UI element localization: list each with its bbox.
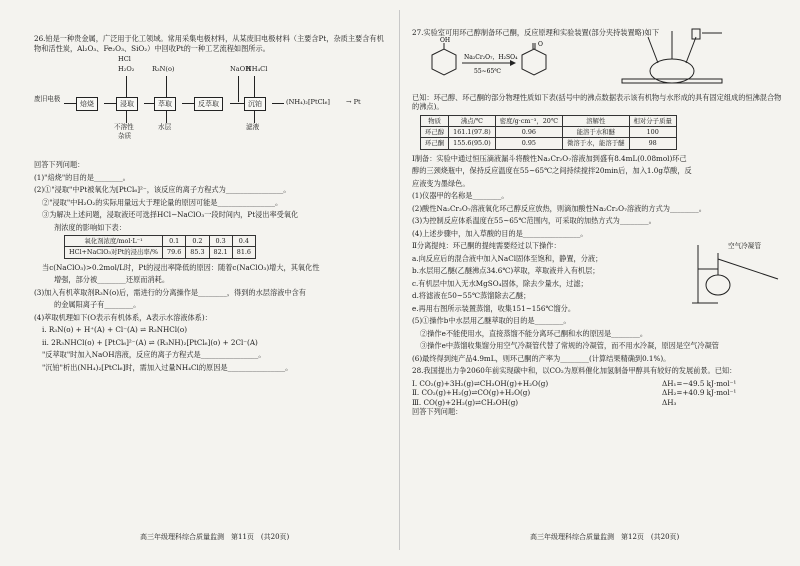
q26-3a: (3)加入有机萃取剂R₃N(o)后，需进行的分离操作是________，得到的水层溶液中含有	[34, 287, 306, 297]
op-b: b.水层用乙醚(乙醚沸点34.6℃)萃取，萃取液并入有机层；	[412, 266, 600, 276]
table-header-cell: 沸点/℃	[449, 115, 496, 126]
table-cell: 环己酮	[421, 138, 449, 149]
reaction-reagents: Na₂Cr₂O₇，H₂SO₄	[464, 53, 518, 61]
oxidant-table	[64, 235, 388, 259]
flow-step-back-extract: 反萃取	[194, 97, 223, 111]
flow-final-pt: → Pt	[346, 98, 361, 106]
oh-label: OH	[440, 36, 451, 44]
flow-out-filtrate: 滤液	[246, 123, 260, 131]
q27-1: (1)仪器甲的名称是________。	[412, 191, 509, 201]
flow-reagent-nh4cl: NH₄Cl	[246, 65, 268, 73]
q26-4-ii: ⅱ. 2R₃NHCl(o) + [PtCl₆]²⁻(A) ⇌ (R₃NH)₂[PtCl₆](o) + 2Cl⁻(A)	[42, 337, 258, 347]
table-cell: 0.3	[209, 236, 232, 247]
flow-out-impurity: 杂质	[118, 132, 132, 140]
answer-prompt-right: 回答下列问题：	[412, 407, 463, 417]
flow-step-leach: 浸取	[116, 97, 138, 111]
known-info: 已知：环己醇、环己酮的部分物理性质如下表(括号中的沸点数据表示该有机物与水形成的具有固定组成的恒沸混合物的沸点)。	[412, 92, 782, 111]
flow-product: (NH₄)₂[PtCl₆]	[286, 98, 330, 106]
flow-out-insoluble: 不溶性	[114, 123, 134, 131]
q27-5-2: ②操作e不能使用水，直接蒸馏不能分离环己酮和水的原因是________。	[420, 328, 648, 338]
op-d: d.将滤液在50~55℃蒸馏除去乙醚；	[412, 291, 531, 301]
answer-prompt-left: 回答下列问题：	[34, 160, 85, 169]
equation-row-1	[412, 379, 786, 389]
table-cell: 85.3	[186, 247, 209, 258]
reflux-apparatus-icon	[622, 27, 732, 87]
q27-5-1: (5)①操作b中水层用乙醚萃取的目的是________。	[412, 316, 571, 326]
table-cell: 100	[629, 126, 676, 137]
op-c: c.有机层中加入无水MgSO₄固体，除去少量水，过滤；	[412, 278, 588, 288]
part1-c: 应液变为墨绿色。	[412, 178, 470, 188]
table-cell: 0.1	[163, 236, 186, 247]
table-cell: 微溶于水，能溶于醚	[563, 138, 630, 149]
flow-start-label: 废旧电极	[34, 95, 61, 103]
table-row	[421, 126, 677, 137]
q26-2-4a: 当c(NaClO₃)>0.2mol/L时，Pt的浸出率降低的原因：随着c(NaClO₃)增大，其氧化性	[42, 262, 320, 272]
table-cell: 0.4	[232, 236, 255, 247]
q28-intro: 28.我国提出力争2060年前实现碳中和，以CO₂为原料催化加氢制备甲醇具有较好的发展前景。已知：	[412, 366, 737, 376]
q26-4-b: "沉铂"析出(NH₄)₂[PtCl₆]时，需加入过量NH₄Cl的原因是________________。	[42, 362, 293, 372]
table-cell: 155.6(95.0)	[449, 138, 496, 149]
reaction-svg	[412, 36, 562, 87]
table-cell: 79.6	[163, 247, 186, 258]
footer-right: 高三年级理科综合质量监测 第12页 (共20页)	[530, 532, 680, 541]
enthalpy-3: ΔH₃	[662, 397, 677, 407]
cyclohexanol-ring	[432, 49, 456, 75]
table-cell: 环己醇	[421, 126, 449, 137]
table-row	[65, 247, 256, 258]
table-row	[421, 115, 677, 126]
equation-2: Ⅱ. CO₂(g)+H₂(g)⇌CO(g)+H₂O(g)	[412, 388, 531, 398]
q26-4-i: ⅰ. R₃N(o) + H⁺(A) + Cl⁻(A) ⇌ R₃NHCl(o)	[42, 325, 187, 335]
q26-1: (1)"焙烧"的目的是________。	[34, 172, 130, 182]
footer-left: 高三年级理科综合质量监测 第11页 (共20页)	[140, 532, 290, 541]
equation-3: Ⅲ. CO(g)+2H₂(g)⇌CH₃OH(g)	[412, 397, 519, 407]
op-a: a.向反应后的混合液中加入NaCl固体至饱和，静置，分液；	[412, 253, 603, 263]
q27-3: (3)为控制反应体系温度在55~65℃范围内，可采取的加热方式为________。	[412, 216, 656, 226]
table-header-cell: 物质	[421, 115, 449, 126]
properties-table	[420, 115, 786, 150]
q27-2: (2)酸性Na₂Cr₂O₇溶液氧化环己醇反应放热，则滴加酸性Na₂Cr₂O₇溶液的方式为________。	[412, 203, 706, 213]
table-cell: 161.1(97.8)	[449, 126, 496, 137]
table-header-cell: 相对分子质量	[629, 115, 676, 126]
q26-2-4b: 增强，部分被________还原而消耗。	[54, 275, 170, 285]
q27-5-3: ③操作e中蒸馏收集馏分用空气冷凝管代替了常规的冷凝管，而不用水冷凝，原因是空气冷凝管	[420, 341, 719, 351]
table-row	[65, 236, 256, 247]
flow-reagent-hcl: HCl	[118, 55, 131, 63]
table-cell: 0.2	[186, 236, 209, 247]
flow-step-extract: 萃取	[154, 97, 176, 111]
enthalpy-1: ΔH₁=−49.5 kJ·mol⁻¹	[662, 378, 737, 388]
q26-3b: 的金属阳离子有________。	[54, 300, 141, 310]
table-header-cell: 溶解性	[563, 115, 630, 126]
reaction-condition: 55~65℃	[474, 67, 502, 75]
part1-b: 醇的三颈烧瓶中，保持反应温度在55~65℃之间持续搅拌20min后，加入1.0g草酸，反	[412, 166, 692, 176]
table-cell: 82.1	[209, 247, 232, 258]
q27-4: (4)上述步骤中，加入草酸的目的是________________。	[412, 228, 588, 238]
part2-title: Ⅱ分离提纯：环己酮的提纯需要经过以下操作：	[412, 241, 561, 251]
q26-2-3b: 剂浓度的影响如下表：	[54, 222, 126, 232]
process-flowchart	[34, 56, 388, 154]
table-cell: 98	[629, 138, 676, 149]
flow-step-roast: 焙烧	[76, 97, 98, 111]
flow-reagent-r3n: R₃N(o)	[152, 65, 175, 73]
equation-row-2	[412, 388, 786, 398]
q26-intro: 26.铂是一种贵金属，广泛用于化工领域。常用采集电极材料，从某废旧电极材料（主要含Pt，杂质主要含有机物和活性炭，Al₂O₃、Fe₂O₃、SiO₂）中回收Pt的一种工艺流程如图所示。	[34, 34, 384, 53]
table-row	[421, 138, 677, 149]
q26-4-a: "反萃取"时加入NaOH溶液，反应的离子方程式是________________。	[42, 350, 266, 360]
purification-section	[412, 241, 786, 313]
q27-intro: 27.实验室可用环己醇制备环己酮，反应原理和实验装置(部分夹持装置略)如下	[412, 28, 660, 37]
table-header-cell: 密度/g·cm⁻³，20℃	[495, 115, 562, 126]
table-cell: 0.96	[495, 126, 562, 137]
op-e: e.再用右图所示装置蒸馏，收集151~156℃馏分。	[412, 303, 576, 313]
table-cell: 能溶于水和醚	[563, 126, 630, 137]
o-label: O	[538, 40, 543, 48]
q26-2-2: ②"浸取"中H₂O₂的实际用量远大于理论量的原因可能是________________。	[42, 197, 283, 207]
q27-6: (6)最终得到纯产品4.9mL，则环己酮的产率为________(计算结果精确到0.1%)。	[412, 353, 671, 363]
cyclohexanone-ring	[522, 49, 546, 75]
part1-a: Ⅰ制备：实验中通过恒压滴液漏斗将酸性Na₂Cr₂O₇溶液加到盛有8.4mL(0.08mol)环己	[412, 153, 687, 163]
table-cell: 氧化剂浓度/mol·L⁻¹	[65, 236, 163, 247]
q26-2-1: (2)①"浸取"中Pt被氧化为[PtCl₆]²⁻，该反应的离子方程式为________________。	[34, 185, 291, 194]
right-page	[400, 0, 800, 566]
equation-row-3	[412, 398, 786, 408]
air-condenser-label: 空气冷凝管	[728, 242, 761, 251]
q26-4: (4)萃取机理如下(O表示有机体系，A表示水溶液体系)：	[34, 312, 212, 322]
enthalpy-2: ΔH₂=+40.9 kJ·mol⁻¹	[662, 388, 737, 398]
q26-2-3a: ③为解决上述问题，浸取液还可选择HCl−NaClO₃一段时间内，Pt浸出率受氧化	[42, 210, 299, 219]
flow-reagent-naoh: NaOH	[230, 65, 251, 73]
reaction-scheme	[412, 36, 786, 89]
table-cell: 0.95	[495, 138, 562, 149]
table-cell: HCl+NaClO₃对Pt的浸出率/%	[65, 247, 163, 258]
flow-out-water-layer: 水层	[158, 123, 172, 131]
table-cell: 81.6	[232, 247, 255, 258]
flow-step-precipitate: 沉铂	[244, 97, 266, 111]
flow-reagent-h2o2: H₂O₂	[118, 65, 135, 73]
equation-1: Ⅰ. CO₂(g)+3H₂(g)⇌CH₃OH(g)+H₂O(g)	[412, 378, 549, 388]
